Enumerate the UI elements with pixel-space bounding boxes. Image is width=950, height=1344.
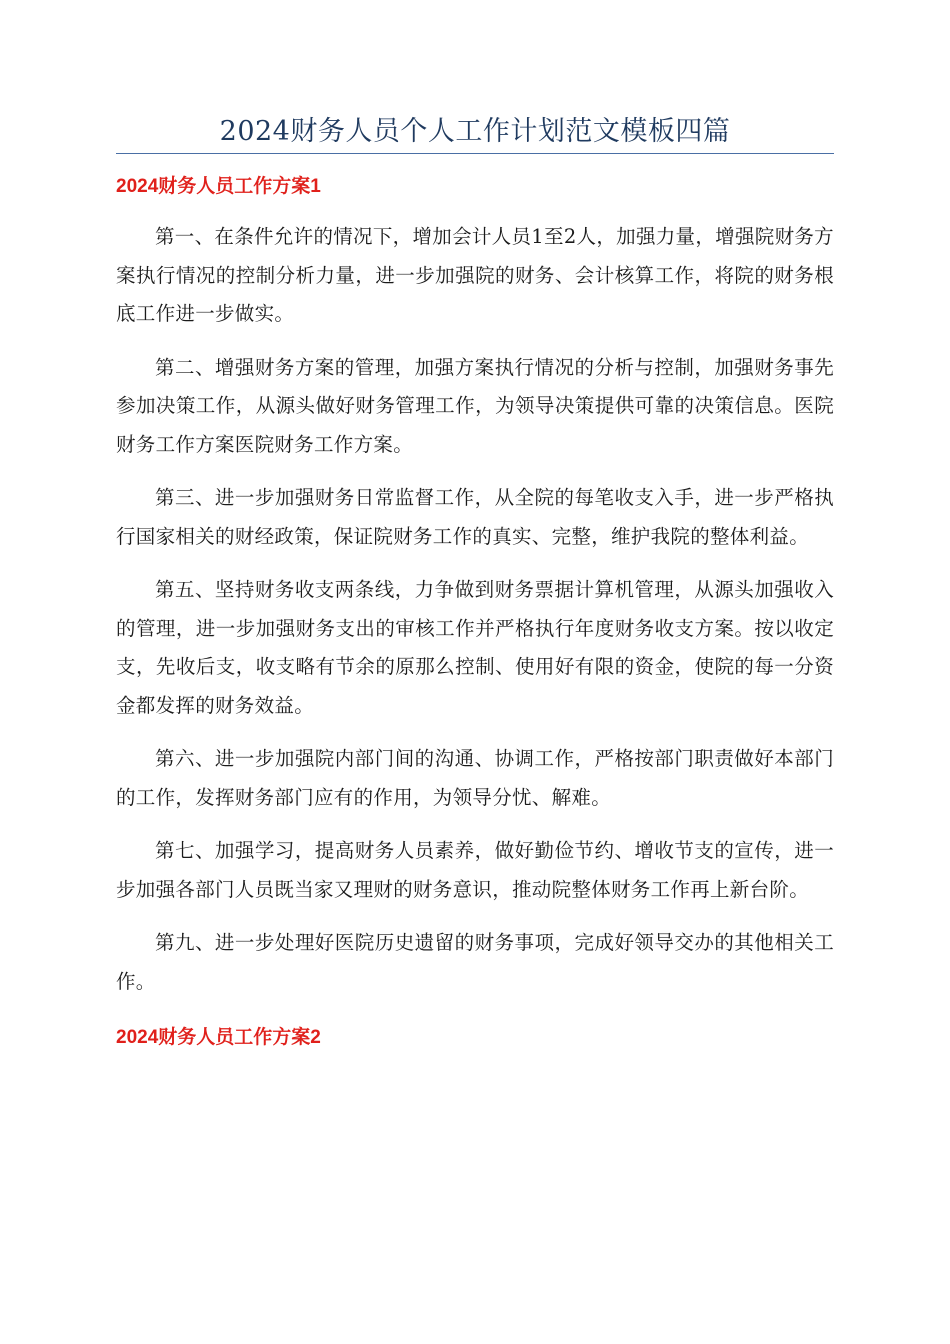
paragraph-1: 第一、在条件允许的情况下，增加会计人员1至2人，加强力量，增强院财务方案执行情况的控制分析力量，进一步加强院的财务、会计核算工作，将院的财务根底工作进一步做实。 — [116, 225, 834, 325]
paragraph-4: 第五、坚持财务收支两条线，力争做到财务票据计算机管理，从源头加强收入的管理，进一步加强财务支出的审核工作并严格执行年度财务收支方案。按以收定支，先收后支，收支略有节余的原那么控制、使用好有限的资金，使院的每一分资金都发挥的财务效益。 — [116, 578, 834, 717]
section-heading-1: 2024财务人员工作方案1 — [116, 176, 321, 197]
paragraph-6: 第七、加强学习，提高财务人员素养，做好勤俭节约、增收节支的宣传，进一步加强各部门人员既当家又理财的财务意识，推动院整体财务工作再上新台阶。 — [116, 839, 834, 901]
paragraph-7: 第九、进一步处理好医院历史遗留的财务事项，完成好领导交办的其他相关工作。 — [116, 931, 834, 993]
paragraph-3: 第三、进一步加强财务日常监督工作，从全院的每笔收支入手，进一步严格执行国家相关的财经政策，保证院财务工作的真实、完整，维护我院的整体利益。 — [116, 486, 834, 548]
title-underline — [116, 153, 834, 154]
document-body — [116, 172, 834, 1069]
section-heading-2: 2024财务人员工作方案2 — [116, 1027, 321, 1048]
paragraph-5: 第六、进一步加强院内部门间的沟通、协调工作，严格按部门职责做好本部门的工作，发挥财务部门应有的作用，为领导分忧、解难。 — [116, 747, 834, 809]
document-title: 2024财务人员个人工作计划范文模板四篇 — [219, 116, 731, 147]
paragraph-2: 第二、增强财务方案的管理，加强方案执行情况的分析与控制，加强财务事先参加决策工作，从源头做好财务管理工作，为领导决策提供可靠的决策信息。医院财务工作方案医院财务工作方案。 — [116, 355, 834, 456]
